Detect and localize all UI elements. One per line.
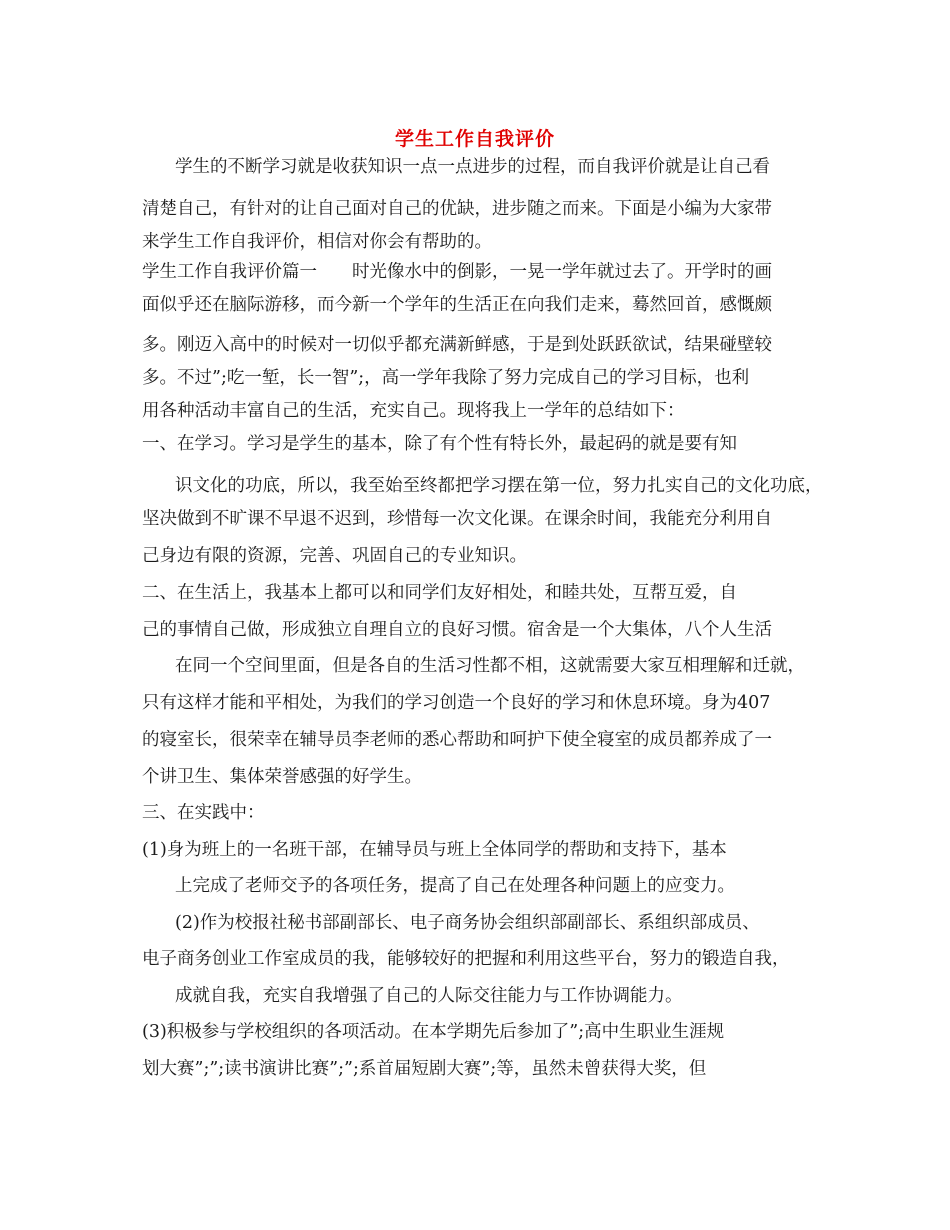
text-line: 划大赛”;”;读书演讲比赛”;”;系首届短剧大赛”;等，虽然未曾获得大奖，但	[142, 1059, 707, 1079]
document-title: 学生工作自我评价	[394, 128, 555, 150]
text-line: 成就自我，充实自我增强了自己的人际交往能力与工作协调能力。	[175, 986, 683, 1006]
text-line: 个讲卫生、集体荣誉感强的好学生。	[142, 767, 422, 787]
text-line: 只有这样才能和平相处，为我们的学习创造一个良好的学习和休息环境。身为407	[142, 693, 771, 713]
text-line: 清楚自己，有针对的让自己面对自己的优缺，进步随之而来。下面是小编为大家带	[142, 199, 772, 219]
text-line: 三、在实践中：	[142, 803, 265, 823]
text-line: 己身边有限的资源，完善、巩固自己的专业知识。	[142, 546, 527, 566]
text-line: 的寝室长，很荣幸在辅导员李老师的悉心帮助和呵护下使全寝室的成员都养成了一	[142, 730, 772, 750]
text-line: (2)作为校报社秘书部副部长、电子商务协会组织部副部长、系组织部成员、	[175, 913, 760, 933]
text-line: 学生工作自我评价篇一 时光像水中的倒影，一晃一学年就过去了。开学时的画	[142, 262, 772, 282]
text-line: 用各种活动丰富自己的生活，充实自己。现将我上一学年的总结如下：	[142, 401, 685, 421]
text-line: 面似乎还在脑际游移，而今新一个学年的生活正在向我们走来，蓦然回首，感慨颇	[142, 295, 772, 315]
text-line: (1)身为班上的一名班干部，在辅导员与班上全体同学的帮助和支持下，基本	[142, 840, 727, 860]
text-line: 二、在生活上，我基本上都可以和同学们友好相处，和睦共处，互帮互爱，自	[142, 583, 737, 603]
text-line: 己的事情自己做，形成独立自理自立的良好习惯。宿舍是一个大集体，八个人生活	[142, 620, 772, 640]
text-line: 一、在学习。学习是学生的基本，除了有个性有特长外，最起码的就是要有知	[142, 434, 737, 454]
text-line: 识文化的功底，所以，我至始至终都把学习摆在第一位，努力扎实自己的文化功底，	[175, 476, 822, 496]
text-line: 来学生工作自我评价，相信对你会有帮助的。	[142, 232, 492, 252]
text-line: 坚决做到不旷课不早退不迟到，珍惜每一次文化课。在课余时间，我能充分利用自	[142, 509, 772, 529]
text-line: 多。刚迈入高中的时候对一切似乎都充满新鲜感，于是到处跃跃欲试，结果碰壁较	[142, 335, 772, 355]
text-line: 学生的不断学习就是收获知识一点一点进步的过程，而自我评价就是让自己看	[175, 157, 770, 177]
text-line: (3)积极参与学校组织的各项活动。在本学期先后参加了”;高中生职业生涯规	[142, 1022, 725, 1042]
text-line: 电子商务创业工作室成员的我，能够较好的把握和利用这些平台，努力的锻造自我，	[142, 949, 790, 969]
text-line: 上完成了老师交予的各项任务，提高了自己在处理各种问题上的应变力。	[175, 876, 735, 896]
text-line: 在同一个空间里面，但是各自的生活习性都不相，这就需要大家互相理解和迁就，	[175, 656, 805, 676]
text-line: 多。不过”;吃一堑，长一智”;，高一学年我除了努力完成自己的学习目标，也利	[142, 368, 750, 388]
